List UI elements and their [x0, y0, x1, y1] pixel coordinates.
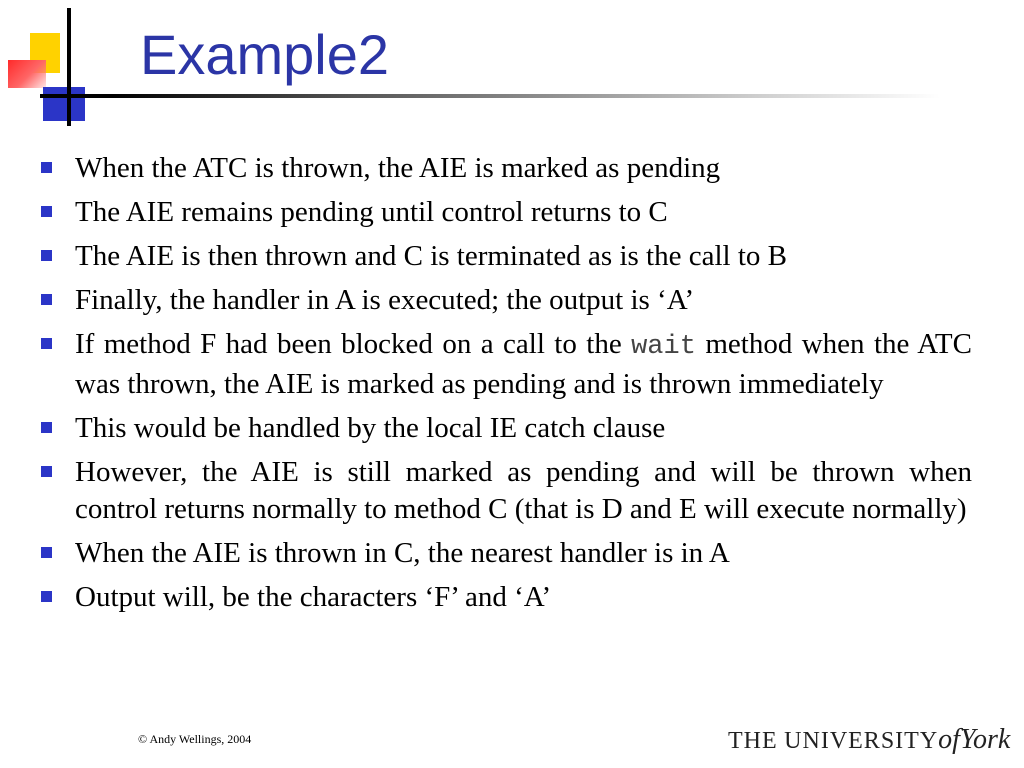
- bullet-item: [38, 410, 972, 447]
- logo-word-york: York: [959, 724, 1011, 755]
- university-of-york-logo: [728, 724, 1010, 756]
- bullet-text: When the ATC is thrown, the AIE is marked as pending: [75, 152, 721, 184]
- logo-word-of: of: [938, 724, 960, 755]
- square-bullet-icon: [41, 422, 52, 433]
- title-underline-rule: [40, 94, 940, 98]
- bullet-list: [38, 150, 972, 623]
- bullet-item: [38, 454, 972, 528]
- bullet-text-post: method when the ATC was thrown, the AIE is marked as pending and is thrown immediately: [75, 328, 972, 400]
- slide-decoration-logo: [0, 0, 100, 130]
- bullet-text: However, the AIE is still marked as pending and will be thrown when control returns normally to method C (that is D and E will execute normally): [75, 456, 972, 525]
- code-wait: wait: [631, 332, 696, 362]
- square-bullet-icon: [41, 338, 52, 349]
- bullet-text: Finally, the handler in A is executed; the output is ‘A’: [75, 284, 695, 316]
- bullet-text: This would be handled by the local IE catch clause: [75, 412, 666, 444]
- bullet-text: When the AIE is thrown in C, the nearest handler is in A: [75, 537, 730, 569]
- vertical-rule: [67, 8, 71, 126]
- square-bullet-icon: [41, 294, 52, 305]
- logo-word-university: UNIVERSITY: [784, 728, 939, 754]
- square-bullet-icon: [41, 206, 52, 217]
- bullet-item: [38, 535, 972, 572]
- bullet-item: [38, 194, 972, 231]
- red-square: [8, 60, 46, 88]
- bullet-item: [38, 579, 972, 616]
- square-bullet-icon: [41, 591, 52, 602]
- square-bullet-icon: [41, 547, 52, 558]
- bullet-item: [38, 326, 972, 403]
- square-bullet-icon: [41, 466, 52, 477]
- square-bullet-icon: [41, 250, 52, 261]
- bullet-item: [38, 150, 972, 187]
- bullet-item: [38, 238, 972, 275]
- square-bullet-icon: [41, 162, 52, 173]
- blue-square: [43, 87, 85, 121]
- logo-word-the: THE: [728, 728, 778, 754]
- bullet-text: Output will, be the characters ‘F’ and ‘A’: [75, 581, 552, 613]
- bullet-text-pre: If method F had been blocked on a call to the: [75, 328, 632, 360]
- copyright-notice: © Andy Wellings, 2004: [138, 732, 252, 746]
- bullet-item: [38, 282, 972, 319]
- bullet-text: The AIE remains pending until control returns to C: [75, 196, 668, 228]
- bullet-text: The AIE is then thrown and C is terminated as is the call to B: [75, 240, 787, 272]
- slide-title: Example2: [140, 23, 390, 86]
